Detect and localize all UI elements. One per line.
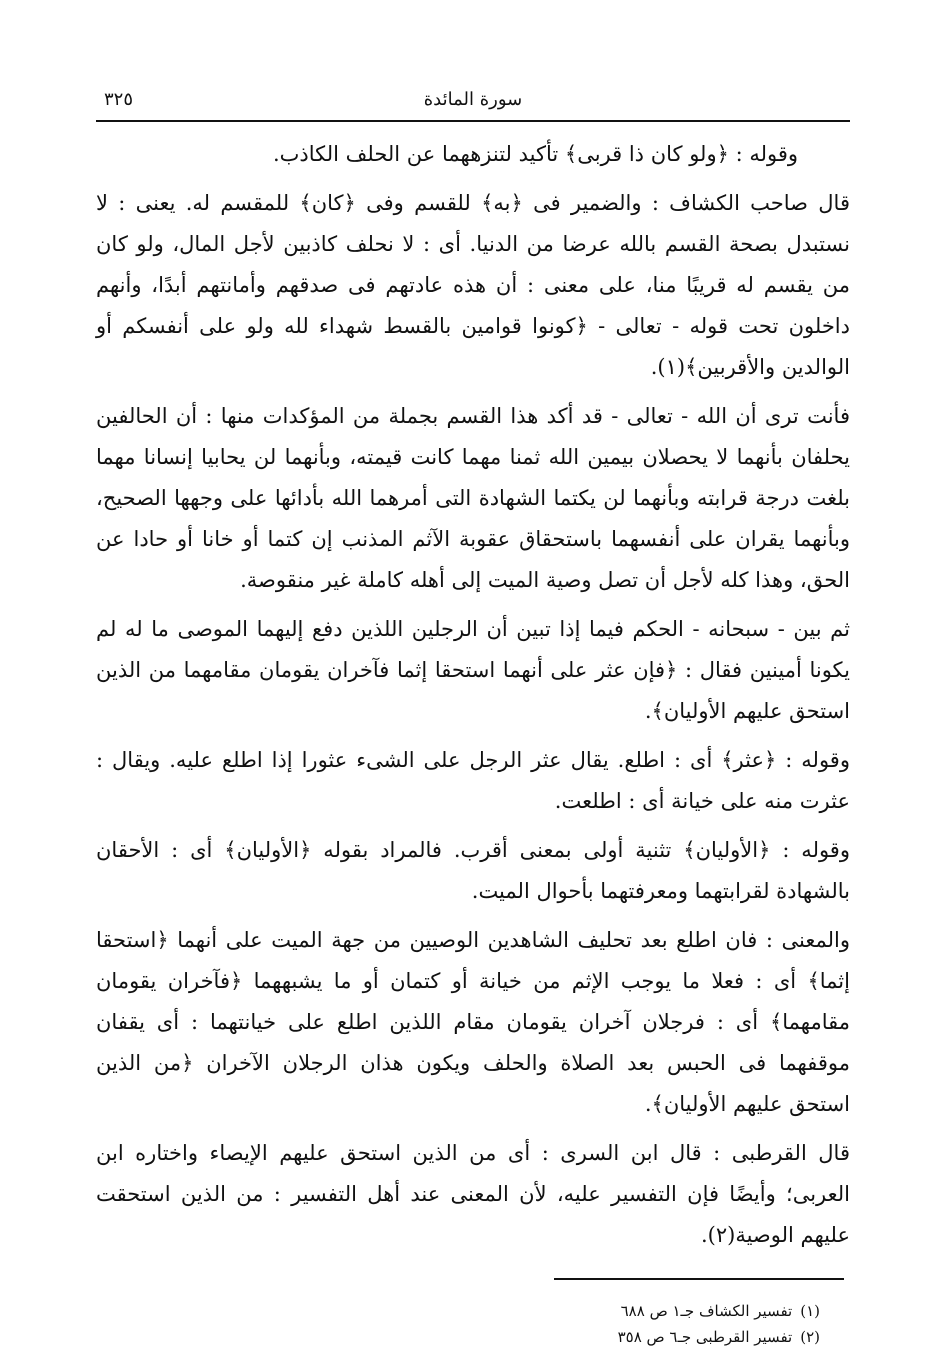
- paragraph: قال القرطبى : قال ابن السرى : أى من الذين استحق عليهم الإيصاء واختاره ابن العربى؛ وأيضًا فإن التفسير عليه، لأن المعنى عند أهل التفسير : من الذين استحقت عليهم الوصية(٢).: [96, 1141, 850, 1247]
- footnote-text: تفسير الكشاف جـ١ ص ٦٨٨: [620, 1302, 793, 1320]
- paragraph: ثم بين - سبحانه - الحكم فيما إذا تبين أن الرجلين اللذين دفع إليهما الموصى ما له لم يكونا أمينين فقال : ﴿فإن عثر على أنهما استحقا إثما فآخران يقومان مقامهما من الذين استحق عليهم الأوليان﴾.: [96, 617, 850, 723]
- footnote-text: تفسير القرطبى جـ٦ ص ٣٥٨: [617, 1328, 793, 1346]
- page-number: ٣٢٥: [104, 89, 134, 110]
- paragraph: وقوله : ﴿الأوليان﴾ تثنية أولى بمعنى أقرب. فالمراد بقوله ﴿الأوليان﴾ أى : الأحقان بالشهادة لقرابتهما ومعرفتهما بأحوال الميت.: [96, 838, 850, 903]
- footnote: [96, 1298, 820, 1324]
- header-rule: [96, 120, 850, 122]
- book-page: [96, 78, 850, 1350]
- paragraph: قال صاحب الكشاف : والضمير فى ﴿به﴾ للقسم وفى ﴿كان﴾ للمقسم له. يعنى : لا نستبدل بصحة القسم بالله عرضا من الدنيا. أى : لا نحلف كاذبين لأجل المال، ولو كان من يقسم له قريبًا منا، على معنى : أن هذه عادتهم فى صدقهم وأمانتهم أبدًا، وأنهم داخلون تحت قوله - تعالى - ﴿كونوا قوامين بالقسط شهداء لله ولو على أنفسكم أو الوالدين والأقربين﴾(١).: [96, 191, 850, 379]
- footnote-number: (١): [800, 1302, 820, 1320]
- footnote-rule: [554, 1278, 844, 1280]
- paragraph: فأنت ترى أن الله - تعالى - قد أكد هذا القسم بجملة من المؤكدات منها : أن الحالفين يحلفان بأنهما لا يحصلان بيمين الله ثمنا مهما كانت قيمته، وبأنهما لن يحابيا إنسانا مهما بلغت درجة قرابته وبأنهما لن يكتما الشهادة التى أمرهما الله بأدائها على وجهها الصحيح، وبأنهما يقران على أنفسهما باستحقاق عقوبة الآثم المذنب إن كتما أو خانا أو حادا عن الحق، وهذا كله لأجل أن تصل وصية الميت إلى أهله كاملة غير منقوصة.: [96, 404, 850, 592]
- paragraph: والمعنى : فان اطلع بعد تحليف الشاهدين الوصيين من جهة الميت على أنهما ﴿استحقا إثما﴾ أى : فعلا ما يوجب الإثم من خيانة أو كتمان أو ما يشبههما ﴿فآخران يقومان مقامهما﴾ أى : فرجلان آخران يقومان مقام اللذين اطلع على خيانتهما : أى يقفان موقفهما فى الحبس بعد الصلاة والحلف ويكون هذان الرجلان الآخران ﴿من الذين استحق عليهم الأوليان﴾.: [96, 928, 850, 1116]
- footnote: [96, 1324, 820, 1350]
- page-body: [96, 134, 850, 1256]
- page-header: [96, 78, 850, 110]
- footnote-number: (٢): [800, 1328, 820, 1346]
- footnotes: [96, 1298, 850, 1350]
- paragraph: وقوله : ﴿ولو كان ذا قربى﴾ تأكيد لتنزههما عن الحلف الكاذب.: [272, 142, 798, 166]
- surah-title: سورة المائدة: [423, 89, 523, 110]
- paragraph: وقوله : ﴿عثر﴾ أى : اطلع. يقال عثر الرجل على الشىء عثورا إذا اطلع عليه. ويقال : عثرت منه على خيانة أى : اطلعت.: [96, 748, 850, 813]
